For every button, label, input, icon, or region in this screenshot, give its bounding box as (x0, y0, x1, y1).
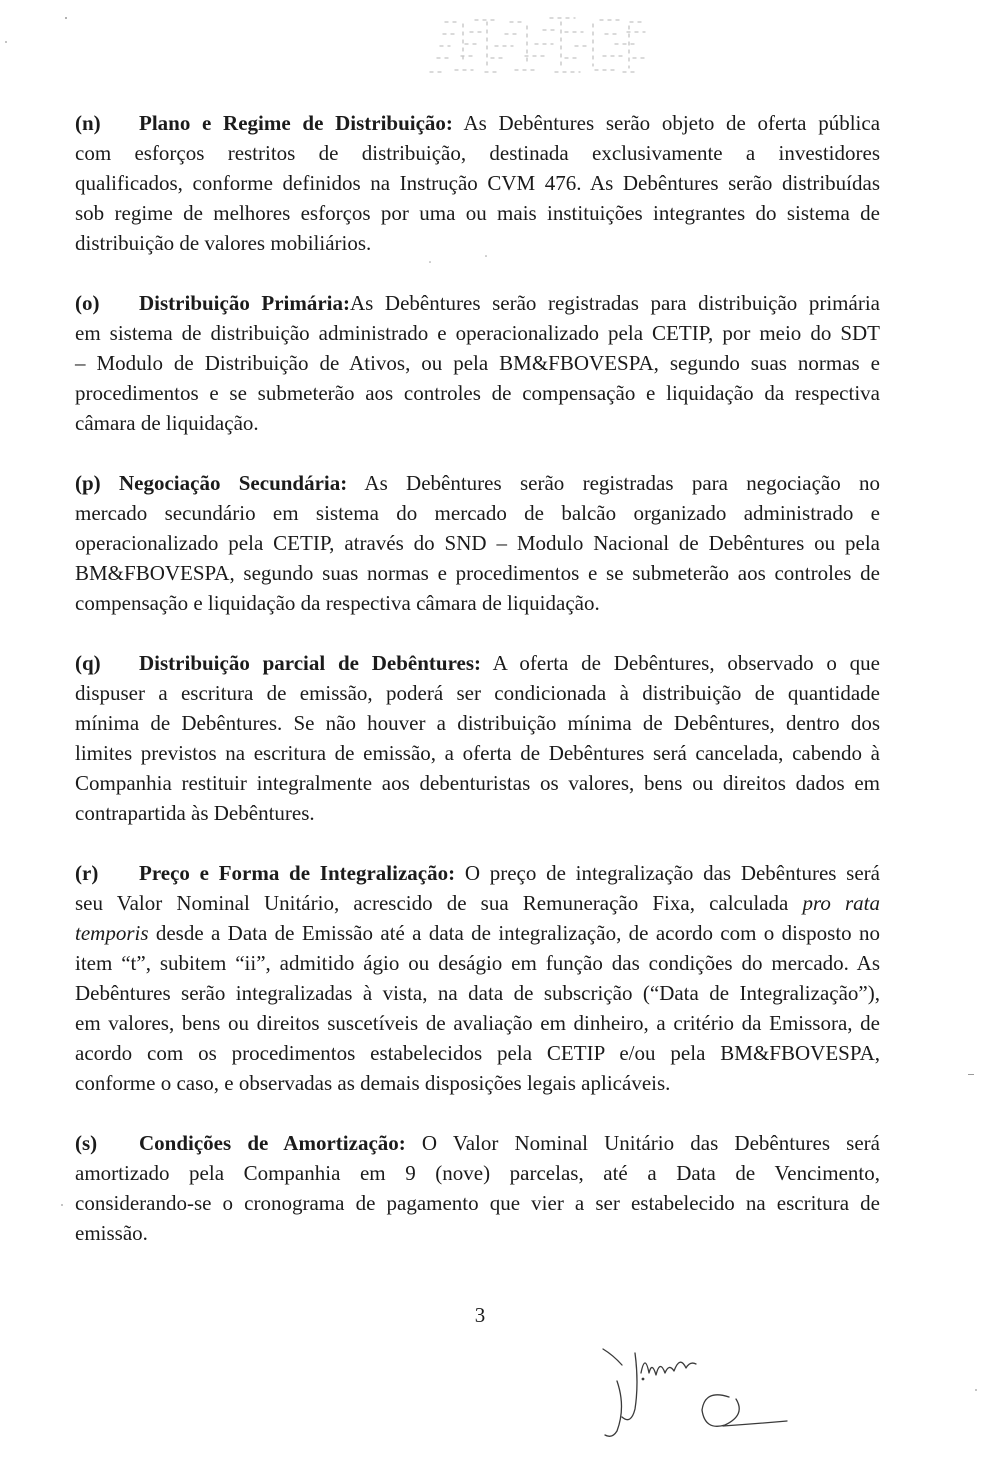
paragraph-line (75, 348, 880, 378)
paragraph-line (75, 678, 880, 708)
page-number: 3 (474, 1303, 486, 1327)
line-text: mínima de Debêntures. Se não houver a distribuição mínima de Debêntures, dentro dos (75, 711, 880, 735)
paragraph-line (75, 228, 880, 258)
line-text: seu Valor Nominal Unitário, acrescido de sua Remuneração Fixa, calculada (75, 891, 789, 915)
clause-label: (o) (75, 291, 100, 315)
line-text: Debêntures serão integralizadas à vista, na data de subscrição (“Data de Integralização”), (75, 981, 880, 1005)
paragraph-line (75, 1188, 880, 1218)
handwritten-signature-icon (595, 1335, 795, 1445)
line-text: conforme o caso, e observadas as demais disposições legais aplicáveis. (75, 1071, 671, 1095)
italic-term: temporis (75, 921, 149, 945)
document-page (75, 108, 880, 1278)
line-text: amortizado pela Companhia em 9 (nove) parcelas, até a Data de Vencimento, (75, 1161, 880, 1185)
paragraph-line (75, 948, 880, 978)
line-text: contrapartida às Debêntures. (75, 801, 315, 825)
paragraph-line (75, 1218, 880, 1248)
clause-r (75, 858, 880, 1098)
paragraph-line (75, 378, 880, 408)
paragraph-line (75, 798, 880, 828)
clause-heading: Distribuição parcial de Debêntures: (139, 651, 482, 675)
line-text: – Modulo de Distribuição de Ativos, ou pela BM&FBOVESPA, segundo suas normas e (75, 351, 880, 375)
paragraph-line (75, 498, 880, 528)
paragraph-line (75, 648, 880, 678)
line-text: com esforços restritos de distribuição, destinada exclusivamente a investidores (75, 141, 880, 165)
clause-label: (q) (75, 651, 101, 675)
line-text: câmara de liquidação. (75, 411, 259, 435)
line-text: sob regime de melhores esforços por uma ou mais instituições integrantes do sistema de (75, 201, 880, 225)
paragraph-line (75, 198, 880, 228)
paragraph-line (75, 888, 880, 918)
paragraph-line (75, 1038, 880, 1068)
paragraph-line (75, 1008, 880, 1038)
line-text: item “t”, subitem “ii”, admitido ágio ou deságio em função das condições do mercado. As (75, 951, 880, 975)
line-text: O Valor Nominal Unitário das Debêntures será (421, 1131, 880, 1155)
paragraph-line (75, 138, 880, 168)
clause-heading: Distribuição Primária: (139, 291, 351, 315)
embossed-seal-icon (415, 10, 660, 85)
clause-heading: Preço e Forma de Integralização: (139, 861, 456, 885)
clause-label: (s) (75, 1131, 98, 1155)
paragraph-line (75, 768, 880, 798)
clause-n (75, 108, 880, 258)
line-text: A oferta de Debêntures, observado o que (492, 651, 881, 675)
line-text: qualificados, conforme definidos na Instrução CVM 476. As Debêntures serão distribuídas (75, 171, 880, 195)
paragraph-line (75, 918, 880, 948)
line-text: As Debêntures serão registradas para negociação no (364, 471, 881, 495)
paragraph-line (75, 1158, 880, 1188)
line-text: As Debêntures serão objeto de oferta pública (463, 111, 881, 135)
line-text: compensação e liquidação da respectiva câmara de liquidação. (75, 591, 600, 615)
line-text: desde a Data de Emissão até a data de integralização, de acordo com o disposto no (155, 921, 881, 945)
paragraph-line (75, 858, 880, 888)
paragraph-line (75, 528, 880, 558)
paragraph-line (75, 288, 880, 318)
clause-o (75, 288, 880, 438)
line-text: limites previstos na escritura de emissão, a oferta de Debêntures será cancelada, cabendo à (75, 741, 880, 765)
line-text: dispuser a escritura de emissão, poderá ser condicionada à distribuição de quantidade (75, 681, 880, 705)
paragraph-line (75, 108, 880, 138)
clause-s (75, 1128, 880, 1248)
line-text: acordo com os procedimentos estabelecidos pela CETIP e/ou pela BM&FBOVESPA, (75, 1041, 880, 1065)
paragraph-line (75, 588, 880, 618)
clause-heading: Negociação Secundária: (118, 471, 348, 495)
paragraph-line (75, 558, 880, 588)
paragraph-line (75, 408, 880, 438)
paragraph-line (75, 318, 880, 348)
italic-term: pro rata (802, 891, 880, 915)
line-text: em sistema de distribuição administrado e operacionalizado pela CETIP, por meio do SDT (75, 321, 880, 345)
line-text: As Debêntures serão registradas para distribuição primária (350, 291, 880, 315)
line-text: emissão. (75, 1221, 148, 1245)
line-text: distribuição de valores mobiliários. (75, 231, 372, 255)
paragraph-line (75, 978, 880, 1008)
clause-heading: Plano e Regime de Distribuição: (139, 111, 453, 135)
clause-label: (r) (75, 861, 99, 885)
paragraph-line (75, 1128, 880, 1158)
line-text: BM&FBOVESPA, segundo suas normas e procedimentos e se submeterão aos controles de (75, 561, 880, 585)
clause-q (75, 648, 880, 828)
paragraph-line (75, 738, 880, 768)
line-text: em valores, bens ou direitos suscetíveis de avaliação em dinheiro, a critério da Emissora, de (75, 1011, 880, 1035)
line-text: considerando-se o cronograma de pagamento que vier a ser estabelecido na escritura de (75, 1191, 880, 1215)
paragraph-line (75, 468, 880, 498)
clause-heading: Condições de Amortização: (139, 1131, 406, 1155)
line-text: O preço de integralização das Debêntures será (464, 861, 880, 885)
paragraph-line (75, 1068, 880, 1098)
clause-label: (p) (75, 471, 101, 495)
line-text: Companhia restituir integralmente aos debenturistas os valores, bens ou direitos dados em (75, 771, 880, 795)
line-text: procedimentos e se submeterão aos controles de compensação e liquidação da respectiva (75, 381, 880, 405)
paragraph-line (75, 168, 880, 198)
paragraph-line (75, 708, 880, 738)
clause-label: (n) (75, 111, 101, 135)
clause-p (75, 468, 880, 618)
line-text: mercado secundário em sistema do mercado de balcão organizado administrado e (75, 501, 880, 525)
line-text: operacionalizado pela CETIP, através do SND – Modulo Nacional de Debêntures ou pela (75, 531, 880, 555)
